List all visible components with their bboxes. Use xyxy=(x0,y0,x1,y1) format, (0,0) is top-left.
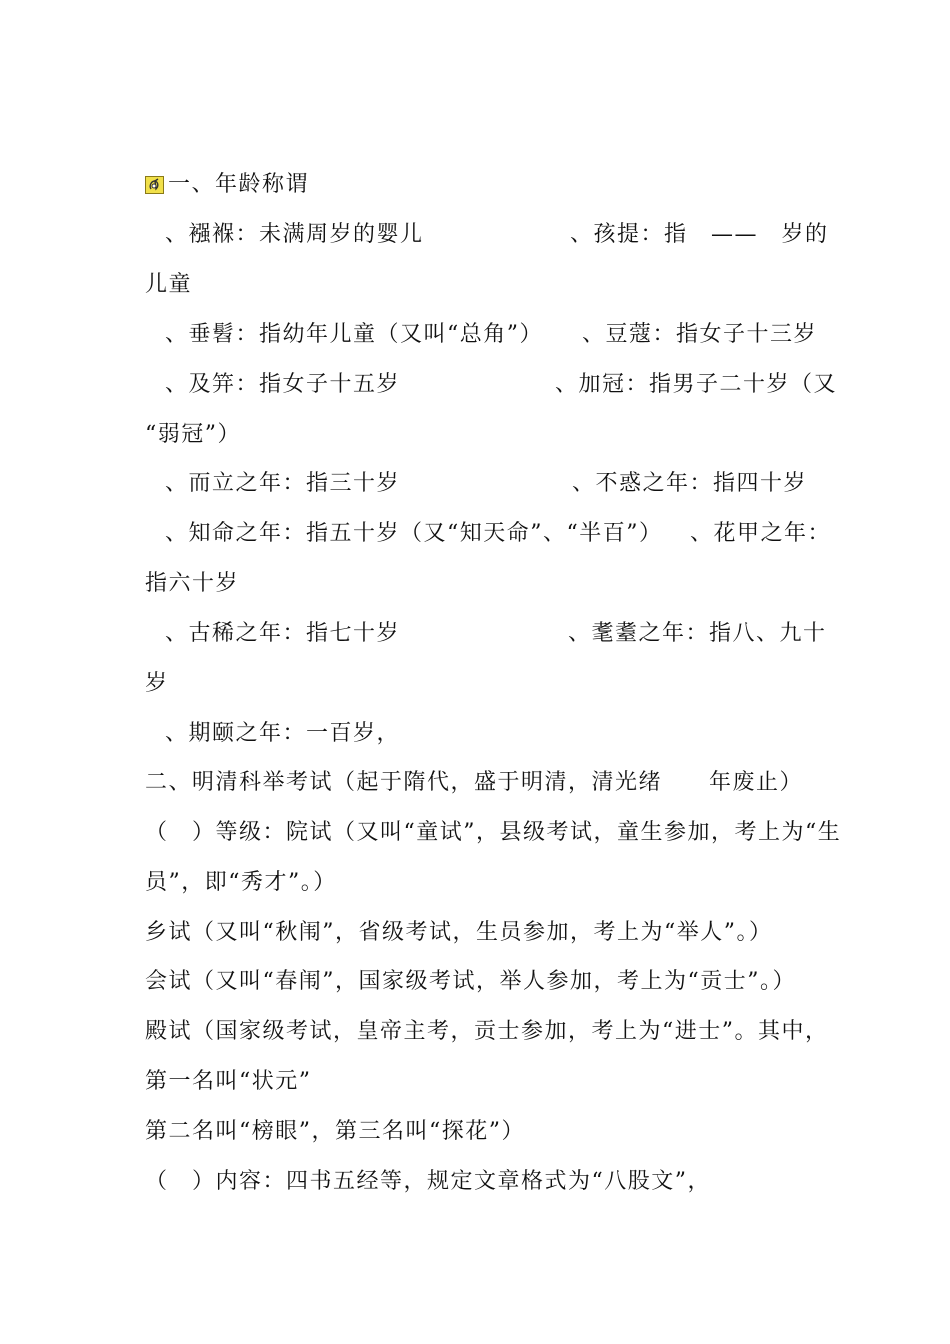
text-line: 殿试（国家级考试，皇帝主考，贡士参加，考上为“进士”。其中， xyxy=(145,1019,829,1044)
text-line: 、加冠：指男子二十岁（又 xyxy=(555,372,838,397)
text-line: 第一名叫“状元” xyxy=(145,1069,312,1094)
text-line: 乡试（又叫“秋闱”，省级考试，生员参加，考上为“举人”。） xyxy=(145,920,773,945)
heading-imperial-exams: 二、明清科举考试（起于隋代，盛于明清，清光绪 年废止） xyxy=(145,770,804,795)
text-line: 、襁褓：未满周岁的婴儿 xyxy=(165,222,424,247)
text-line: 、不惑之年：指四十岁 xyxy=(572,471,808,496)
text-line: 儿童 xyxy=(145,272,193,297)
text-line: 、古稀之年：指七十岁 xyxy=(165,621,401,646)
text-line: （ ）等级：院试（又叫“童试”，县级考试，童生参加，考上为“生 xyxy=(145,820,842,845)
text-line: 、豆蔻：指女子十三岁 xyxy=(582,322,818,347)
text-line: 、而立之年：指三十岁 xyxy=(165,471,401,496)
inserted-object-icon xyxy=(145,176,164,194)
text-line: 、花甲之年： xyxy=(690,521,832,546)
text-line: 第二名叫“榜眼”，第三名叫“探花”） xyxy=(145,1119,525,1144)
text-line: 岁 xyxy=(145,671,169,696)
text-line: 、耄耋之年：指八、九十 xyxy=(568,621,827,646)
text-line: 、垂髫：指幼年儿童（又叫“总角”） xyxy=(165,322,543,347)
text-line: 会试（又叫“春闱”，国家级考试，举人参加，考上为“贡士”。） xyxy=(145,969,796,994)
text-line: 员”，即“秀才”。） xyxy=(145,870,337,895)
text-line: 、期颐之年：一百岁， xyxy=(165,721,401,746)
heading-age-titles: 一、年龄称谓 xyxy=(168,172,310,197)
text-line: （ ）内容：四书五经等，规定文章格式为“八股文”， xyxy=(145,1169,711,1194)
text-line: 、知命之年：指五十岁（又“知天命”、“半百”） xyxy=(165,521,663,546)
text-line: 、及笄：指女子十五岁 xyxy=(165,372,401,397)
text-line: 指六十岁 xyxy=(145,571,240,596)
text-line: “弱冠”） xyxy=(145,422,241,447)
text-line: 、孩提：指 —— 岁的 xyxy=(570,222,829,247)
